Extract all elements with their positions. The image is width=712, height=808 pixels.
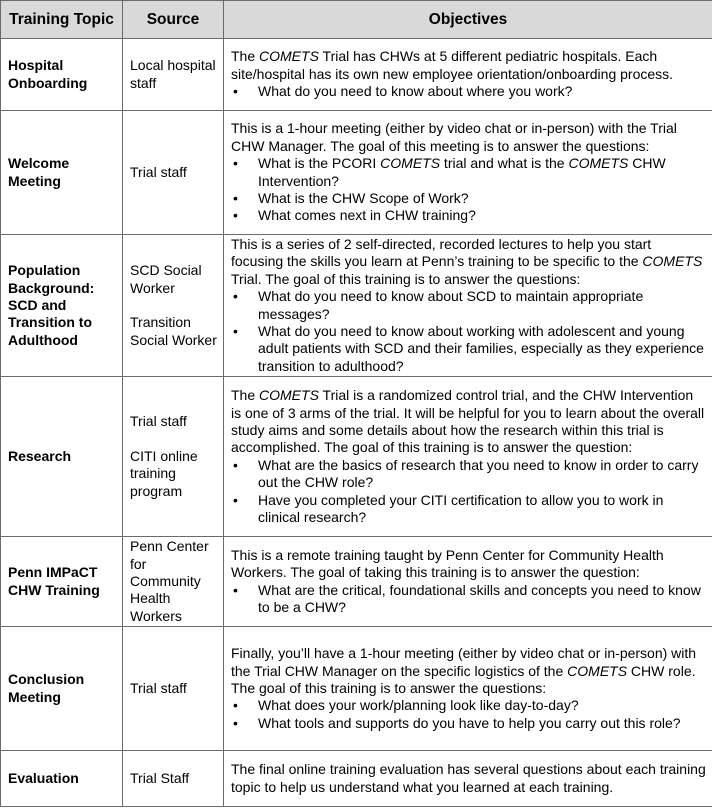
- training-topic-cell: Conclusion Meeting: [1, 627, 123, 751]
- objective-questions-list: [231, 155, 707, 225]
- training-topic-cell: Evaluation: [1, 751, 123, 807]
- objective-intro: [231, 761, 707, 796]
- header-objectives: Objectives: [224, 1, 712, 39]
- objectives-cell: [224, 235, 712, 377]
- text-run: This is a series of 2 self-directed, recorded lectures to help you start focusing the skills you learn at Penn’s training to be specific to the: [231, 236, 652, 270]
- text-run: Have you completed your CITI certification to allow you to work in clinical research?: [258, 491, 664, 525]
- text-run: What comes next in CHW training?: [258, 207, 476, 224]
- objective-intro: [231, 120, 707, 155]
- source-entry: Trial Staff: [130, 770, 190, 787]
- text-run: What do you need to know about SCD to maintain appropriate messages?: [258, 288, 644, 322]
- source-cell: [123, 377, 224, 537]
- objective-question: [231, 582, 707, 617]
- italic-text-run: COMETS: [259, 387, 319, 404]
- italic-text-run: COMETS: [380, 155, 441, 172]
- text-run: What do you need to know about where you work?: [258, 83, 573, 100]
- objective-question: [231, 323, 707, 375]
- objective-question: [231, 288, 707, 323]
- training-topic-cell: Penn IMPaCT CHW Training: [1, 537, 123, 627]
- text-run: CHW role. The goal of this training is to answer the questions:: [231, 662, 696, 697]
- italic-text-run: COMETS: [642, 253, 703, 270]
- text-run: trial and what is the: [440, 155, 569, 172]
- table-body: [1, 39, 712, 807]
- text-run: What tools and supports do you have to help you carry out this role?: [258, 714, 681, 731]
- source-cell: [123, 235, 224, 377]
- objectives-cell: [224, 377, 712, 537]
- objective-intro: [231, 48, 707, 83]
- objectives-cell: [224, 39, 712, 111]
- objectives-cell: [224, 537, 712, 627]
- objectives-cell: [224, 111, 712, 235]
- source-entry: SCD Social Worker: [130, 262, 202, 296]
- objective-question: [231, 83, 707, 100]
- text-run: Finally, you’ll have a 1-hour meeting (either by video chat or in-person) with the Trial CHW Manager on the specific logistics of the: [231, 645, 697, 679]
- source-entry: Trial staff: [130, 163, 187, 180]
- objective-questions-list: [231, 288, 707, 375]
- source-entry: CITI online training program: [130, 447, 198, 499]
- source-cell: [123, 537, 224, 627]
- text-run: This is a 1-hour meeting (either by video chat or in-person) with the Trial CHW Manager. The goal of this meeting is to answer the questions:: [231, 120, 677, 154]
- text-run: What is the CHW Scope of Work?: [258, 189, 469, 206]
- objective-questions-list: [231, 582, 707, 617]
- table-row: [1, 377, 712, 537]
- objectives-cell: [224, 627, 712, 751]
- objective-question: [231, 492, 707, 527]
- objective-question: [231, 190, 707, 207]
- italic-text-run: COMETS: [567, 662, 628, 679]
- table-row: [1, 537, 712, 627]
- text-run: CHW Intervention?: [258, 155, 666, 189]
- objective-intro: [231, 547, 707, 582]
- training-topic-cell: Research: [1, 377, 123, 537]
- objective-question: [231, 155, 707, 190]
- source-entry: Trial staff: [130, 680, 187, 697]
- text-run: The: [231, 48, 260, 65]
- source-cell: [123, 111, 224, 235]
- text-run: Trial is a randomized control trial, and the CHW Intervention is one of 3 arms of the trial. It will be helpful for you to learn about the overall study aims and some details about how the research within this trial is accomplished. The goal of this training is to answer the question:: [231, 387, 705, 456]
- table-row: [1, 751, 712, 807]
- objective-intro: [231, 645, 707, 697]
- text-run: Trial. The goal of this training is to answer the questions:: [231, 270, 581, 287]
- objective-question: [231, 207, 707, 224]
- text-run: What is the PCORI: [258, 155, 381, 172]
- training-topic-cell: Population Background: SCD and Transition to Adulthood: [1, 235, 123, 377]
- table-row: [1, 39, 712, 111]
- text-run: What are the basics of research that you need to know in order to carry out the CHW role?: [258, 456, 699, 491]
- training-topic-cell: Welcome Meeting: [1, 111, 123, 235]
- table-row: [1, 627, 712, 751]
- objective-questions-list: [231, 457, 707, 527]
- italic-text-run: COMETS: [568, 155, 629, 172]
- text-run: What do you need to know about working with adolescent and young adult patients with SCD and their families, especially as they experience transition to adulthood?: [258, 323, 704, 374]
- text-run: What does your work/planning look like day-to-day?: [258, 697, 579, 714]
- source-cell: [123, 751, 224, 807]
- italic-text-run: COMETS: [259, 48, 319, 65]
- table-row: [1, 111, 712, 235]
- objective-questions-list: [231, 697, 707, 732]
- header-row: [1, 1, 712, 39]
- header-training-topic: Training Topic: [1, 1, 123, 39]
- source-entry: Local hospital staff: [130, 57, 216, 91]
- objective-question: [231, 697, 707, 714]
- table-header: [1, 1, 712, 39]
- text-run: Trial has CHWs at 5 different pediatric hospitals. Each site/hospital has its own new employee orientation/onboarding process.: [231, 48, 674, 82]
- objective-intro: [231, 236, 707, 288]
- text-run: The: [231, 387, 260, 404]
- objectives-cell: [224, 751, 712, 807]
- source-entry: Trial staff: [130, 413, 187, 430]
- source-entry: Penn Center for Community Health Workers: [130, 538, 209, 624]
- objective-question: [231, 457, 707, 492]
- objective-question: [231, 715, 707, 732]
- source-entry: Transition Social Worker: [130, 314, 217, 348]
- text-run: This is a remote training taught by Penn Center for Community Health Workers. The goal of taking this training is to answer the question:: [231, 546, 664, 581]
- source-cell: [123, 39, 224, 111]
- objective-questions-list: [231, 83, 707, 100]
- training-topic-cell: Hospital Onboarding: [1, 39, 123, 111]
- text-run: The final online training evaluation has several questions about each training topic to help us understand what you learned at each training.: [231, 761, 706, 795]
- source-cell: [123, 627, 224, 751]
- text-run: What are the critical, foundational skills and concepts you need to know to be a CHW?: [258, 581, 701, 616]
- objective-intro: [231, 387, 707, 457]
- header-source: Source: [123, 1, 224, 39]
- table-row: [1, 235, 712, 377]
